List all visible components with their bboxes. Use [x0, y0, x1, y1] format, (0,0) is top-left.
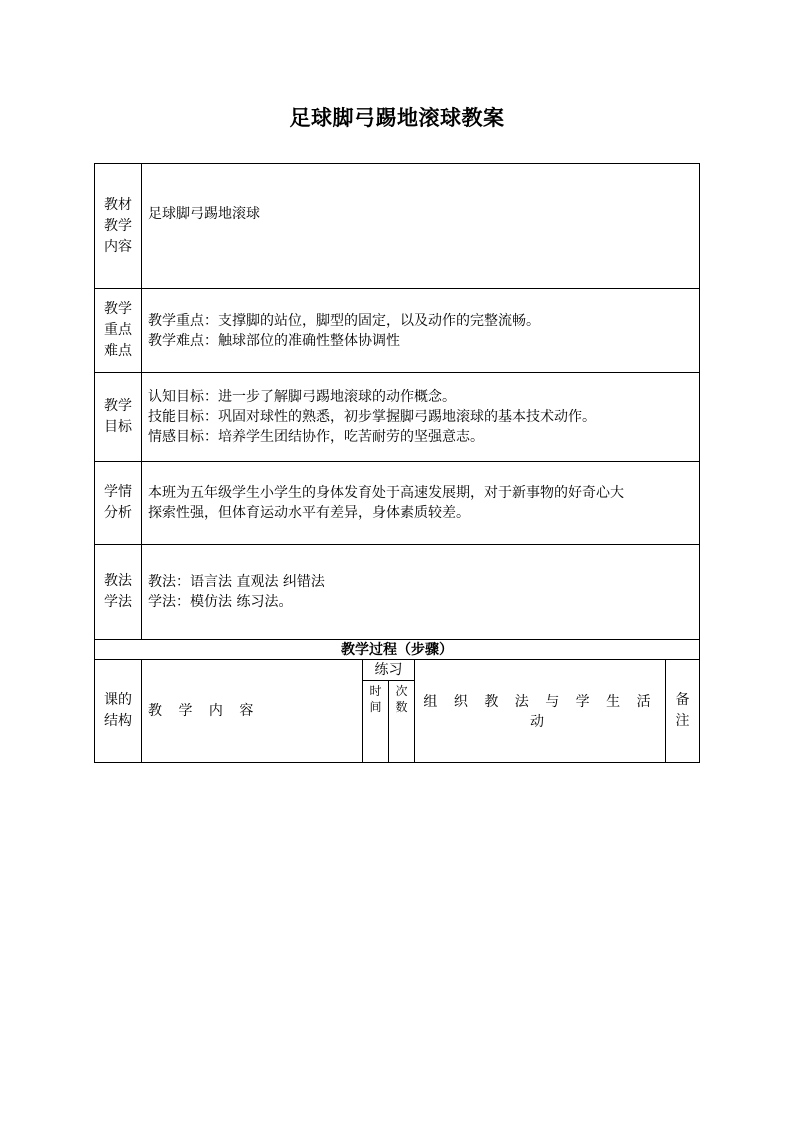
section-label-material: 教材 教学 内容	[95, 164, 142, 289]
count-header: 次 数	[389, 681, 415, 763]
section-row-focus	[95, 289, 700, 373]
section-label-focus: 教学 重点 难点	[95, 289, 142, 373]
section-content-methods: 教法：语言法 直观法 纠错法 学法：模仿法 练习法。	[142, 545, 700, 640]
document-title: 足球脚弓踢地滚球教案	[289, 106, 505, 130]
section-label-goals: 教学 目标	[95, 373, 142, 462]
section-content-material: 足球脚弓踢地滚球	[142, 164, 700, 289]
process-title-row	[95, 640, 700, 660]
section-row-goals	[95, 373, 700, 462]
section-content-analysis: 本班为五年级学生小学生的身体发育处于高速发展期，对于新事物的好奇心大 探索性强，但体育运动水平有差异，身体素质较差。	[142, 462, 700, 545]
lesson-plan-table	[94, 163, 700, 763]
section-row-methods	[95, 545, 700, 640]
section-label-analysis: 学情 分析	[95, 462, 142, 545]
section-row-material	[95, 164, 700, 289]
section-row-analysis	[95, 462, 700, 545]
notes-header: 备 注	[666, 660, 700, 763]
time-header: 时 间	[363, 681, 389, 763]
section-label-methods: 教法 学法	[95, 545, 142, 640]
practice-header: 练习	[363, 660, 415, 681]
method-header: 组 织 教 法 与 学 生 活 动	[415, 660, 666, 763]
section-content-focus: 教学重点：支撑脚的站位，脚型的固定，以及动作的完整流畅。 教学难点：触球部位的准确性整体协调性	[142, 289, 700, 373]
process-title: 教学过程（步骤）	[95, 640, 700, 660]
structure-label: 课的 结构	[95, 660, 142, 763]
process-header-row	[95, 660, 700, 681]
section-content-goals: 认知目标：进一步了解脚弓踢地滚球的动作概念。 技能目标：巩固对球性的熟悉，初步掌握脚弓踢地滚球的基本技术动作。 情感目标：培养学生团结协作，吃苦耐劳的坚强意志。	[142, 373, 700, 462]
content-header: 教 学 内 容	[142, 660, 363, 763]
